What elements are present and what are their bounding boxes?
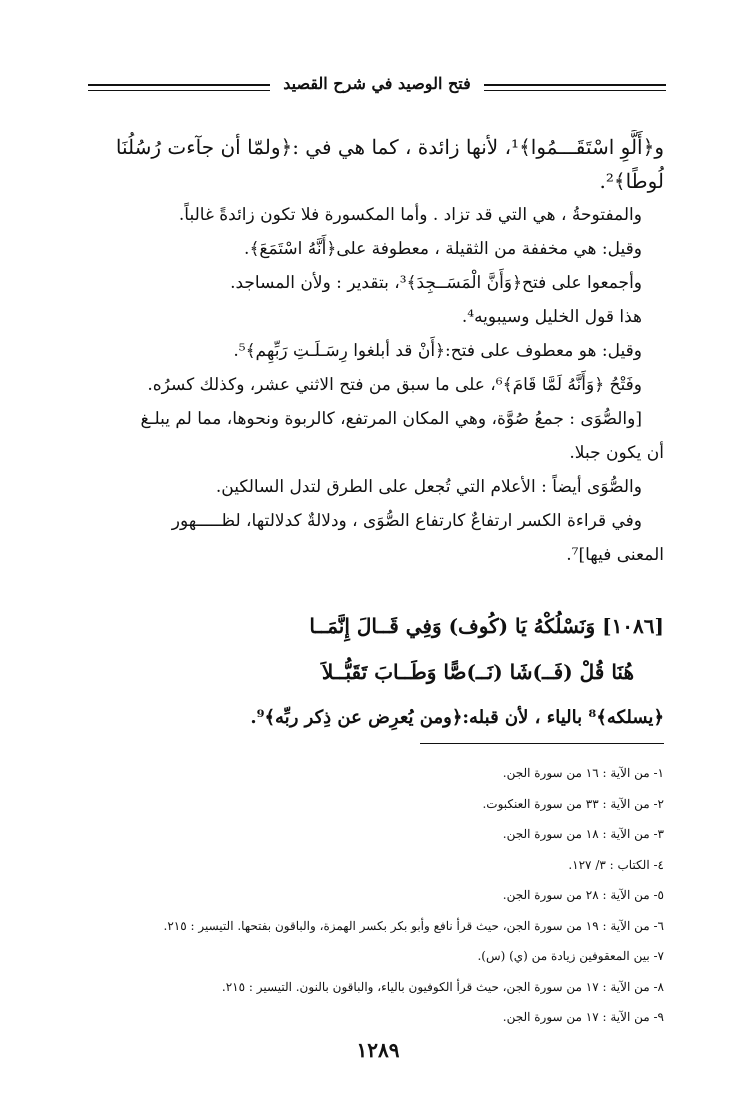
footnote-7: ٧- بين المعقوفين زيادة من (ي) (س). xyxy=(477,949,664,963)
footnote-3: ٣- من الآية : ١٨ من سورة الجن. xyxy=(502,827,664,841)
body-line-3: والمفتوحةُ ، هي التي قد تزاد . وأما المكسورة فلا تكون زائدةً غالباً. xyxy=(178,205,642,225)
body-text xyxy=(92,130,664,572)
page-number: ١٢٨٩ xyxy=(356,1038,400,1062)
footnote-separator xyxy=(420,743,664,744)
footnote-2: ٢- من الآية : ٣٣ من سورة العنكبوت. xyxy=(482,796,664,811)
body-line-1: و﴿أَلَّوِ اسْتَقَـــمُوا﴾¹، لأنها زائدة ، كما هي في :﴿ولمّا أن جآءت رُسُلُنَا xyxy=(115,135,664,159)
footnote-4: ٤- الكتاب : ٣/ ١٢٧. xyxy=(568,857,664,872)
body-line-6: هذا قول الخليل وسيبويه⁴. xyxy=(461,307,642,327)
poem-verse xyxy=(92,603,664,741)
body-line-4: وقيل: هي مخففة من الثقيلة ، معطوفة على﴿أَنَّهُ اسْتَمَعَ﴾. xyxy=(244,239,642,259)
footnote-8: ٨- من الآية : ١٧ من سورة الجن، حيث قرأ الكوفيون بالياء، والباقون بالنون. التيسير : ٢١٥. xyxy=(221,979,664,994)
body-line-7: وقيل: هو معطوف على فتح:﴿أَنْ قد أبلغوا رِسَـلَـتِ رَبِّهِم﴾⁵. xyxy=(233,341,642,361)
body-line-2: لُوطًا﴾². xyxy=(599,169,664,193)
footnote-6: ٦- من الآية : ١٩ من سورة الجن، حيث قرأ نافع وأبو بكر بكسر الهمزة، والباقون بفتحها. التيسير : ٢١٥. xyxy=(163,918,664,933)
footnote-5: ٥- من الآية : ٢٨ من سورة الجن. xyxy=(502,888,664,902)
body-line-12: وفي قراءة الكسر ارتفاعٌ كارتفاع الصُّوَى ، ودلالةٌ كدلالتها، لظـــــهور xyxy=(171,511,642,531)
verse-hemistich-1: [١٠٨٦] وَنَسْلُكْهُ يَا (كُوف) وَفِي قَــالَ إِنَّمَــا xyxy=(309,614,664,638)
footnote-1: ١- من الآية : ١٦ من سورة الجن. xyxy=(502,766,664,780)
header-rule-right-thin xyxy=(484,90,666,91)
footnote-9: ٩- من الآية : ١٧ من سورة الجن. xyxy=(502,1010,664,1024)
body-line-10: أن يكون جبلا. xyxy=(569,443,664,463)
verse-hemistich-2: هُنَا قُلْ (فَــ)شَا (نَــ)صًّا وَطَــابَ تَقَبُّــلاَ xyxy=(321,660,634,684)
body-line-8: وفَتْحُ ﴿وَأَنَّهُ لَمَّا قَامَ﴾⁶، على ما سبق من فتح الاثني عشر، وكذلك كسرُه. xyxy=(147,375,642,395)
body-line-11: والصُّوَى أيضاً : الأعلام التي تُجعل على الطرق لتدل السالكين. xyxy=(215,477,642,497)
body-line-9: [والصُّوَى : جمعُ صُوَّة، وهي المكان المرتفع، كالربوة ونحوها، مما لم يبلـغ xyxy=(140,409,642,429)
header-rule-right xyxy=(484,84,666,86)
header-title: فتح الوصيد في شرح القصيد xyxy=(283,74,471,93)
verse-commentary: ﴿يسلكه﴾⁸ بالياء ، لأن قبله:﴿ومن يُعرِض عن ذِكر ربِّه﴾⁹. xyxy=(250,707,664,728)
body-line-13: المعنى فيها]⁷. xyxy=(566,545,664,565)
footnotes xyxy=(100,758,664,1033)
running-header xyxy=(88,68,666,104)
body-line-5: وأجمعوا على فتح﴿وَأَنَّ الْمَسَــجِدَ﴾³، بتقدير : ولأن المساجد. xyxy=(230,273,642,293)
